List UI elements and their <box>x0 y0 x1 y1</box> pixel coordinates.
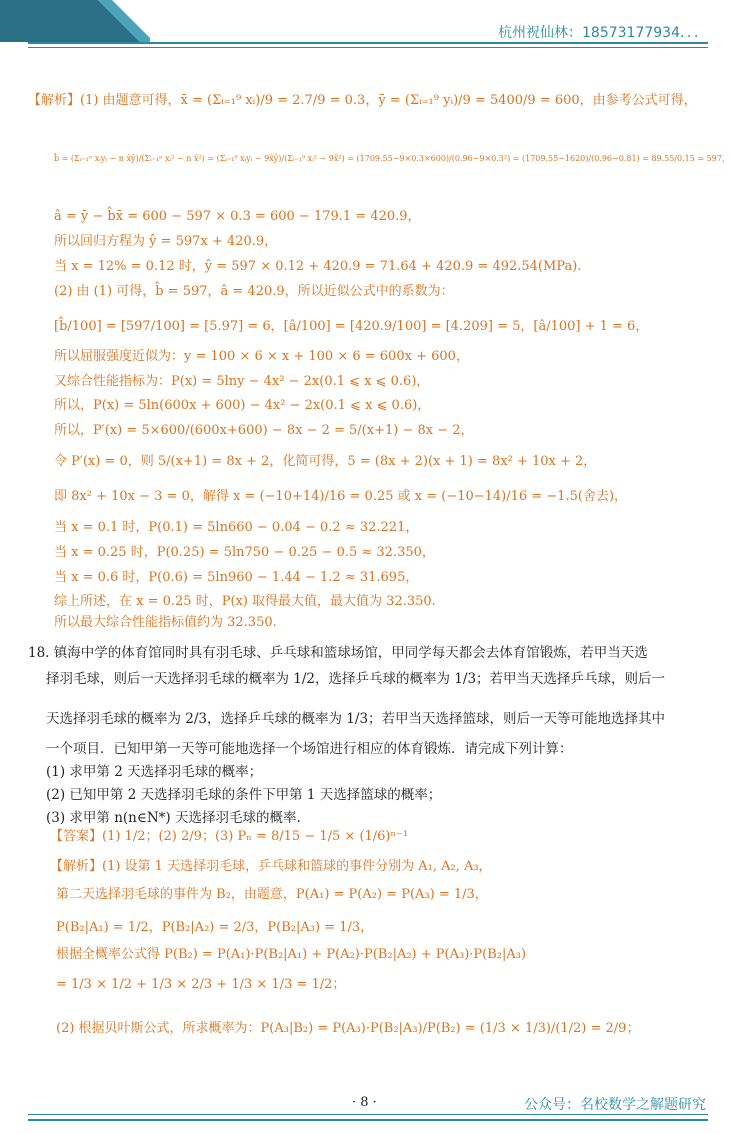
solution17-line: 当 x = 12% = 0.12 时，ŷ = 597 × 0.12 + 420.9 = 71.64 + 420.9 = 492.54(MPa). <box>54 259 582 274</box>
header-tab-decoration <box>0 0 150 42</box>
solution17-line: [b̂/100] = [597/100] = [5.97] = 6，[â/100] = [420.9/100] = [4.209] = 5，[â/100] + 1 = 6， <box>54 319 649 334</box>
problem18-line: 天选择羽毛球的概率为 2/3，选择乒乓球的概率为 1/3；若甲当天选择篮球，则后一天等可能地选择其中 <box>46 711 666 727</box>
solution17-line: 当 x = 0.6 时，P(0.6) = 5ln960 − 1.44 − 1.2 ≈ 31.695， <box>54 570 419 585</box>
problem18-line: (1) 求甲第 2 天选择羽毛球的概率； <box>46 764 263 780</box>
solution17-line: 当 x = 0.1 时，P(0.1) = 5ln660 − 0.04 − 0.2 ≈ 32.221， <box>54 520 419 535</box>
solution17-line: 即 8x² + 10x − 3 = 0，解得 x = (−10+14)/16 = 0.25 或 x = (−10−14)/16 = −1.5(舍去)， <box>54 489 628 504</box>
solution18-line: (2) 根据贝叶斯公式，所求概率为：P(A₃|B₂) = P(A₃)·P(B₂|A₃)/P(B₂) = (1/3 × 1/3)/(1/2) = 2/9； <box>56 1021 640 1036</box>
solution18-line: 第二天选择羽毛球的事件为 B₂，由题意，P(A₁) = P(A₂) = P(A₃) = 1/3， <box>56 887 488 902</box>
solution17-line: 令 P′(x) = 0，则 5/(x+1) = 8x + 2，化简可得，5 = (8x + 2)(x + 1) = 8x² + 10x + 2， <box>54 454 597 469</box>
solution17-line: â = ȳ − b̂x̄ = 600 − 597 × 0.3 = 600 − 179.1 = 420.9， <box>54 209 421 224</box>
problem18-line: (2) 已知甲第 2 天选择羽毛球的条件下甲第 1 天选择篮球的概率； <box>46 787 442 803</box>
solution18-line: P(B₂|A₁) = 1/2，P(B₂|A₂) = 2/3，P(B₂|A₃) = 1/3， <box>56 920 374 935</box>
footer-wechat: 公众号：名校数学之解题研究 <box>524 1097 706 1113</box>
header-rule-thin <box>28 47 708 48</box>
footer-rule-thin <box>28 1114 708 1115</box>
answer18-line: 【答案】(1) 1/2；(2) 2/9；(3) Pₙ = 8/15 − 1/5 × (1/6)ⁿ⁻¹ <box>50 829 409 844</box>
solution17-line: 所以回归方程为 ŷ = 597x + 420.9， <box>54 234 278 249</box>
solution17-line: 所以屈服强度近似为：y = 100 × 6 × x + 100 × 6 = 600x + 600， <box>54 349 469 364</box>
solution17-line: 所以，P′(x) = 5×600/(600x+600) − 8x − 2 = 5/(x+1) − 8x − 2， <box>54 423 474 438</box>
footer-rule <box>28 1119 708 1121</box>
page-number: · 8 · <box>352 1095 377 1110</box>
solution17-line: 当 x = 0.25 时，P(0.25) = 5ln750 − 0.25 − 0.5 ≈ 32.350， <box>54 545 435 560</box>
solution17-line: 所以，P(x) = 5ln(600x + 600) − 4x² − 2x(0.1 ⩽ x ⩽ 0.6)， <box>54 398 431 413</box>
solution17-line: 综上所述，在 x = 0.25 时，P(x) 取得最大值，最大值为 32.350. <box>54 594 436 609</box>
problem18-line: 一个项目．已知甲第一天等可能地选择一个场馆进行相应的体育锻炼．请完成下列计算： <box>46 741 573 757</box>
problem18-line: (3) 求甲第 n(n∈N*) 天选择羽毛球的概率. <box>46 810 301 826</box>
solution17-line: 又综合性能指标为：P(x) = 5lny − 4x² − 2x(0.1 ⩽ x ⩽ 0.6)， <box>54 374 430 389</box>
solution18-line: 根据全概率公式得 P(B₂) = P(A₁)·P(B₂|A₁) + P(A₂)·P(B₂|A₂) + P(A₃)·P(B₂|A₃) <box>56 947 527 962</box>
solution17-line: 所以最大综合性能指标值约为 32.350. <box>54 615 277 630</box>
problem18-line: 18. 镇海中学的体育馆同时具有羽毛球、乒乓球和篮球场馆，甲同学每天都会去体育馆锻炼，若甲当天选 <box>28 645 648 661</box>
solution18-line: = 1/3 × 1/2 + 1/3 × 2/3 + 1/3 × 1/3 = 1/2； <box>56 977 346 992</box>
solution18-line: 【解析】(1) 设第 1 天选择羽毛球，乒乓球和篮球的事件分别为 A₁, A₂, A₃， <box>50 859 492 874</box>
solution17-line: b̂ = (Σᵢ₌₁ⁿ xᵢyᵢ − n x̄ȳ)/(Σᵢ₌₁ⁿ xᵢ² − n x̄²) = (Σᵢ₌₁⁹ xᵢyᵢ − 9x̄ȳ)/(Σᵢ₌₁⁹ xᵢ² − 9x̄²) = (1709.55−9×0.3×600)/(0.96−9×0.3²) = (1709.55−1620)/(0.96−0.81) = 89.55/0.15 = 597， <box>54 154 730 163</box>
header-rule <box>28 42 708 44</box>
problem18-line: 择羽毛球，则后一天选择羽毛球的概率为 1/2，选择乒乓球的概率为 1/3；若甲当天选择乒乓球，则后一 <box>46 671 666 687</box>
solution17-line: (2) 由 (1) 可得，b̂ = 597，â = 420.9，所以近似公式中的系数为： <box>54 284 454 299</box>
header-contact: 杭州祝仙林：18573177934．．． <box>498 25 708 41</box>
solution17-line: 【解析】(1) 由题意可得，x̄ = (Σᵢ₌₁⁹ xᵢ)/9 = 2.7/9 = 0.3，ȳ = (Σᵢ₌₁⁹ yᵢ)/9 = 5400/9 = 600，由参考公式可得， <box>28 93 697 108</box>
